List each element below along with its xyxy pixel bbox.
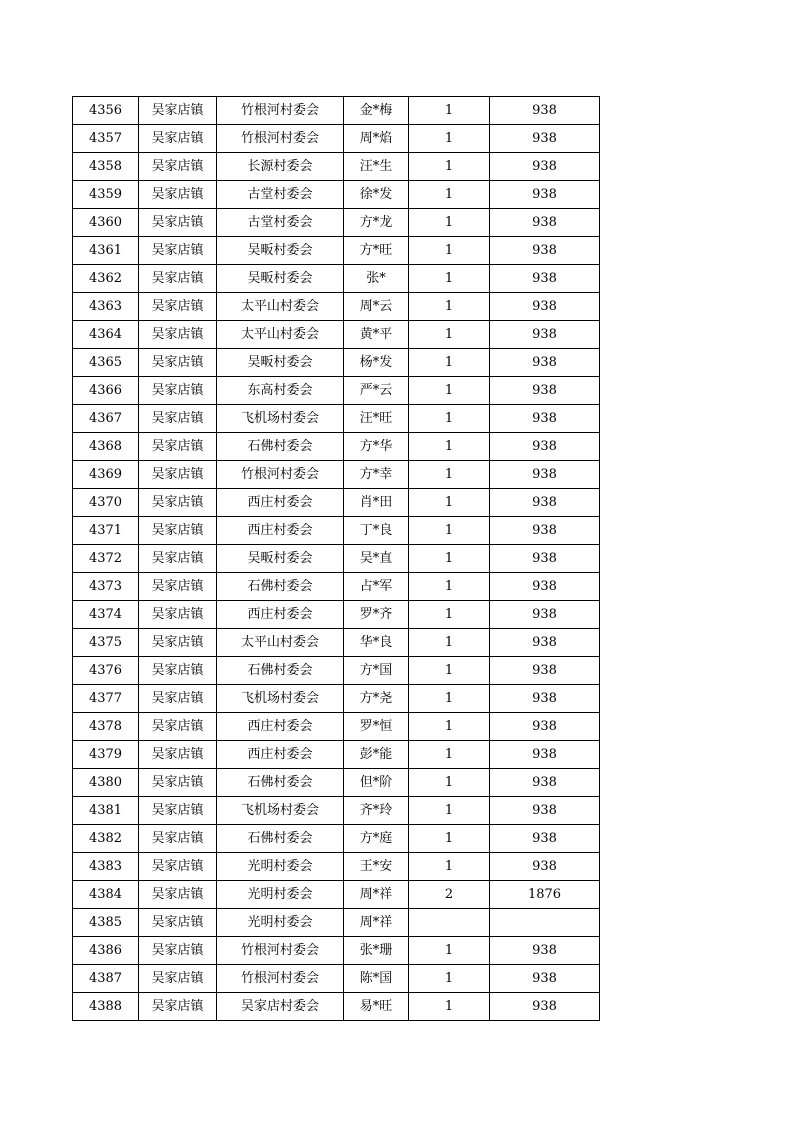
person-name-cell: 汪*旺 [344,405,409,433]
amount-cell: 1876 [490,881,600,909]
count-cell: 1 [409,461,490,489]
amount-cell: 938 [490,209,600,237]
town-cell: 吴家店镇 [139,293,217,321]
table-row [73,573,600,601]
town-cell: 吴家店镇 [139,797,217,825]
row-number-cell: 4357 [73,125,139,153]
table-row [73,937,600,965]
count-cell: 1 [409,713,490,741]
village-committee-cell: 吴畈村委会 [217,545,344,573]
village-committee-cell: 石佛村委会 [217,657,344,685]
village-committee-cell: 古堂村委会 [217,209,344,237]
town-cell: 吴家店镇 [139,209,217,237]
town-cell: 吴家店镇 [139,769,217,797]
person-name-cell: 王*安 [344,853,409,881]
row-number-cell: 4383 [73,853,139,881]
amount-cell: 938 [490,573,600,601]
table-row [73,657,600,685]
count-cell: 1 [409,797,490,825]
count-cell: 1 [409,237,490,265]
count-cell: 1 [409,181,490,209]
row-number-cell: 4370 [73,489,139,517]
town-cell: 吴家店镇 [139,685,217,713]
town-cell: 吴家店镇 [139,853,217,881]
village-committee-cell: 竹根河村委会 [217,937,344,965]
amount-cell: 938 [490,405,600,433]
table-row [73,461,600,489]
town-cell: 吴家店镇 [139,601,217,629]
count-cell: 1 [409,601,490,629]
village-committee-cell: 吴家店村委会 [217,993,344,1021]
town-cell: 吴家店镇 [139,545,217,573]
village-committee-cell: 竹根河村委会 [217,965,344,993]
amount-cell: 938 [490,321,600,349]
town-cell: 吴家店镇 [139,937,217,965]
row-number-cell: 4369 [73,461,139,489]
count-cell [409,909,490,937]
table-row [73,237,600,265]
person-name-cell: 方*华 [344,433,409,461]
amount-cell: 938 [490,741,600,769]
person-name-cell: 黄*平 [344,321,409,349]
amount-cell: 938 [490,237,600,265]
table-row [73,349,600,377]
village-committee-cell: 吴畈村委会 [217,237,344,265]
person-name-cell: 易*旺 [344,993,409,1021]
village-committee-cell: 光明村委会 [217,853,344,881]
row-number-cell: 4366 [73,377,139,405]
village-committee-cell: 石佛村委会 [217,769,344,797]
row-number-cell: 4378 [73,713,139,741]
table-row [73,405,600,433]
person-name-cell: 方*幸 [344,461,409,489]
village-committee-cell: 石佛村委会 [217,573,344,601]
row-number-cell: 4379 [73,741,139,769]
count-cell: 1 [409,545,490,573]
count-cell: 1 [409,405,490,433]
amount-cell: 938 [490,937,600,965]
amount-cell: 938 [490,181,600,209]
amount-cell: 938 [490,265,600,293]
village-committee-cell: 西庄村委会 [217,741,344,769]
town-cell: 吴家店镇 [139,377,217,405]
row-number-cell: 4380 [73,769,139,797]
row-number-cell: 4372 [73,545,139,573]
table-row [73,293,600,321]
town-cell: 吴家店镇 [139,573,217,601]
count-cell: 1 [409,741,490,769]
table-row [73,489,600,517]
village-committee-cell: 西庄村委会 [217,713,344,741]
row-number-cell: 4373 [73,573,139,601]
count-cell: 1 [409,937,490,965]
town-cell: 吴家店镇 [139,405,217,433]
village-committee-cell: 竹根河村委会 [217,461,344,489]
table-row [73,601,600,629]
village-committee-cell: 吴畈村委会 [217,265,344,293]
person-name-cell: 汪*生 [344,153,409,181]
row-number-cell: 4364 [73,321,139,349]
count-cell: 1 [409,489,490,517]
amount-cell: 938 [490,517,600,545]
amount-cell: 938 [490,797,600,825]
village-committee-cell: 西庄村委会 [217,517,344,545]
table-row [73,97,600,125]
count-cell: 1 [409,209,490,237]
village-committee-cell: 石佛村委会 [217,825,344,853]
row-number-cell: 4374 [73,601,139,629]
amount-cell: 938 [490,377,600,405]
count-cell: 1 [409,573,490,601]
village-committee-cell: 石佛村委会 [217,433,344,461]
village-committee-cell: 飞机场村委会 [217,685,344,713]
table-row [73,377,600,405]
row-number-cell: 4358 [73,153,139,181]
row-number-cell: 4385 [73,909,139,937]
amount-cell: 938 [490,657,600,685]
town-cell: 吴家店镇 [139,349,217,377]
row-number-cell: 4361 [73,237,139,265]
count-cell: 1 [409,629,490,657]
amount-cell [490,909,600,937]
amount-cell: 938 [490,489,600,517]
data-table [72,96,600,1021]
table-row [73,881,600,909]
count-cell: 1 [409,349,490,377]
town-cell: 吴家店镇 [139,321,217,349]
town-cell: 吴家店镇 [139,517,217,545]
count-cell: 1 [409,377,490,405]
row-number-cell: 4381 [73,797,139,825]
table-row [73,993,600,1021]
table-row [73,209,600,237]
table-row [73,545,600,573]
table-row [73,797,600,825]
town-cell: 吴家店镇 [139,657,217,685]
amount-cell: 938 [490,769,600,797]
amount-cell: 938 [490,601,600,629]
person-name-cell: 吴*直 [344,545,409,573]
person-name-cell: 丁*良 [344,517,409,545]
person-name-cell: 但*阶 [344,769,409,797]
town-cell: 吴家店镇 [139,629,217,657]
person-name-cell: 严*云 [344,377,409,405]
count-cell: 1 [409,657,490,685]
count-cell: 1 [409,993,490,1021]
count-cell: 1 [409,125,490,153]
row-number-cell: 4371 [73,517,139,545]
person-name-cell: 彭*能 [344,741,409,769]
row-number-cell: 4359 [73,181,139,209]
town-cell: 吴家店镇 [139,181,217,209]
person-name-cell: 周*祥 [344,881,409,909]
row-number-cell: 4384 [73,881,139,909]
table-row [73,181,600,209]
count-cell: 1 [409,153,490,181]
table-row [73,265,600,293]
town-cell: 吴家店镇 [139,153,217,181]
row-number-cell: 4388 [73,993,139,1021]
town-cell: 吴家店镇 [139,265,217,293]
village-committee-cell: 西庄村委会 [217,601,344,629]
amount-cell: 938 [490,993,600,1021]
row-number-cell: 4363 [73,293,139,321]
table-row [73,685,600,713]
table-row [73,825,600,853]
town-cell: 吴家店镇 [139,125,217,153]
table-row [73,125,600,153]
table-row [73,769,600,797]
village-committee-cell: 飞机场村委会 [217,797,344,825]
town-cell: 吴家店镇 [139,993,217,1021]
person-name-cell: 张*珊 [344,937,409,965]
amount-cell: 938 [490,825,600,853]
person-name-cell: 齐*玲 [344,797,409,825]
count-cell: 1 [409,825,490,853]
village-committee-cell: 长源村委会 [217,153,344,181]
person-name-cell: 方*尧 [344,685,409,713]
village-committee-cell: 光明村委会 [217,881,344,909]
person-name-cell: 徐*发 [344,181,409,209]
row-number-cell: 4365 [73,349,139,377]
table-row [73,153,600,181]
person-name-cell: 华*良 [344,629,409,657]
person-name-cell: 张* [344,265,409,293]
count-cell: 1 [409,685,490,713]
table-row [73,713,600,741]
table-row [73,909,600,937]
row-number-cell: 4356 [73,97,139,125]
town-cell: 吴家店镇 [139,965,217,993]
town-cell: 吴家店镇 [139,881,217,909]
row-number-cell: 4368 [73,433,139,461]
village-committee-cell: 东高村委会 [217,377,344,405]
count-cell: 1 [409,853,490,881]
amount-cell: 938 [490,293,600,321]
person-name-cell: 周*云 [344,293,409,321]
amount-cell: 938 [490,433,600,461]
row-number-cell: 4382 [73,825,139,853]
person-name-cell: 陈*国 [344,965,409,993]
amount-cell: 938 [490,629,600,657]
table-row [73,517,600,545]
count-cell: 1 [409,769,490,797]
person-name-cell: 杨*发 [344,349,409,377]
row-number-cell: 4375 [73,629,139,657]
village-committee-cell: 光明村委会 [217,909,344,937]
village-committee-cell: 竹根河村委会 [217,97,344,125]
village-committee-cell: 太平山村委会 [217,321,344,349]
person-name-cell: 周*祥 [344,909,409,937]
amount-cell: 938 [490,853,600,881]
amount-cell: 938 [490,97,600,125]
village-committee-cell: 吴畈村委会 [217,349,344,377]
count-cell: 1 [409,433,490,461]
row-number-cell: 4386 [73,937,139,965]
village-committee-cell: 古堂村委会 [217,181,344,209]
person-name-cell: 方*旺 [344,237,409,265]
row-number-cell: 4376 [73,657,139,685]
table-body [73,97,600,1021]
amount-cell: 938 [490,349,600,377]
village-committee-cell: 竹根河村委会 [217,125,344,153]
village-committee-cell: 飞机场村委会 [217,405,344,433]
village-committee-cell: 太平山村委会 [217,293,344,321]
table-row [73,853,600,881]
person-name-cell: 罗*齐 [344,601,409,629]
town-cell: 吴家店镇 [139,237,217,265]
amount-cell: 938 [490,153,600,181]
amount-cell: 938 [490,545,600,573]
count-cell: 1 [409,97,490,125]
table-row [73,965,600,993]
person-name-cell: 方*龙 [344,209,409,237]
row-number-cell: 4377 [73,685,139,713]
count-cell: 1 [409,293,490,321]
count-cell: 2 [409,881,490,909]
town-cell: 吴家店镇 [139,825,217,853]
row-number-cell: 4360 [73,209,139,237]
town-cell: 吴家店镇 [139,97,217,125]
person-name-cell: 周*焰 [344,125,409,153]
town-cell: 吴家店镇 [139,909,217,937]
town-cell: 吴家店镇 [139,741,217,769]
table-row [73,321,600,349]
person-name-cell: 方*国 [344,657,409,685]
table-row [73,629,600,657]
count-cell: 1 [409,321,490,349]
row-number-cell: 4367 [73,405,139,433]
amount-cell: 938 [490,461,600,489]
town-cell: 吴家店镇 [139,461,217,489]
person-name-cell: 占*军 [344,573,409,601]
person-name-cell: 方*庭 [344,825,409,853]
town-cell: 吴家店镇 [139,433,217,461]
amount-cell: 938 [490,713,600,741]
village-committee-cell: 西庄村委会 [217,489,344,517]
town-cell: 吴家店镇 [139,713,217,741]
row-number-cell: 4387 [73,965,139,993]
row-number-cell: 4362 [73,265,139,293]
person-name-cell: 肖*田 [344,489,409,517]
person-name-cell: 金*梅 [344,97,409,125]
count-cell: 1 [409,265,490,293]
person-name-cell: 罗*恒 [344,713,409,741]
table-row [73,741,600,769]
table-row [73,433,600,461]
count-cell: 1 [409,517,490,545]
amount-cell: 938 [490,965,600,993]
amount-cell: 938 [490,685,600,713]
town-cell: 吴家店镇 [139,489,217,517]
village-committee-cell: 太平山村委会 [217,629,344,657]
count-cell: 1 [409,965,490,993]
amount-cell: 938 [490,125,600,153]
